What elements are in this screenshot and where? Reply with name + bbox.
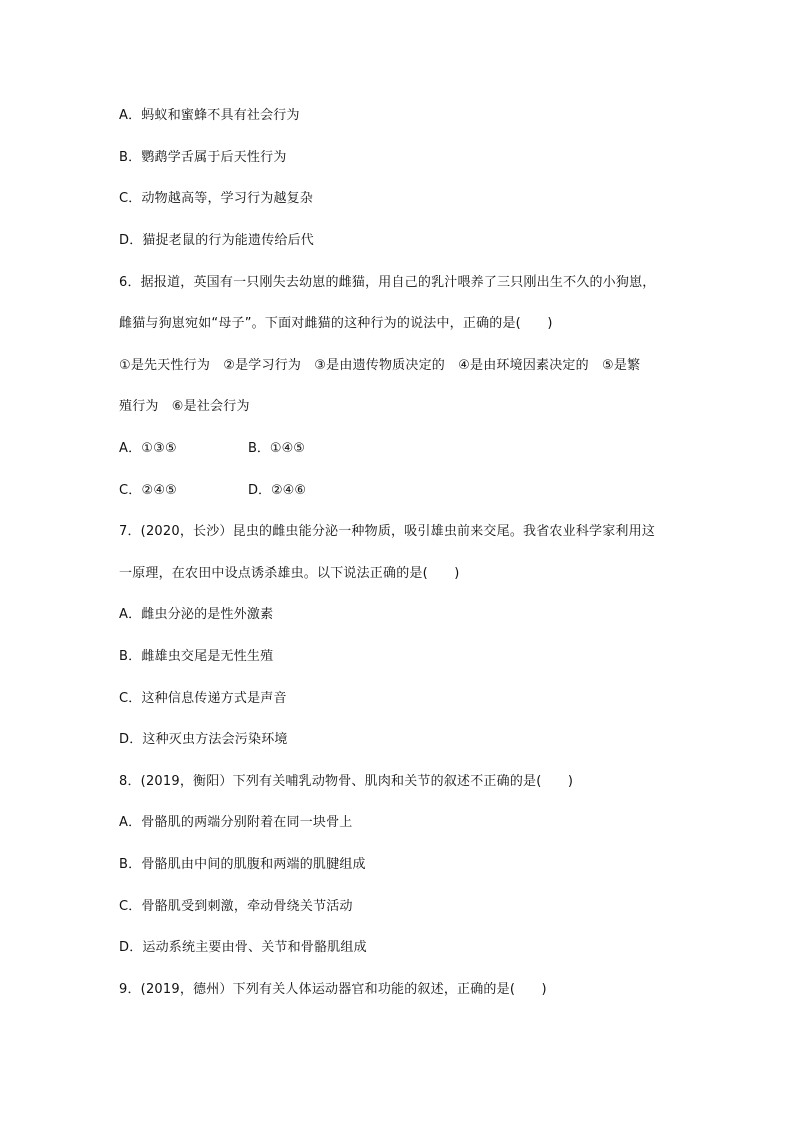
q9-stem: 9．(2019，德州）下列有关人体运动器官和功能的叙述，正确的是( ) <box>119 982 547 997</box>
q6-statements-line-1: ①是先天性行为 ②是学习行为 ③是由遗传物质决定的 ④是由环境因素决定的 ⑤是繁 <box>119 358 641 373</box>
q5-option-c: C．动物越高等，学习行为越复杂 <box>119 191 314 206</box>
q8-option-b: B．骨骼肌由中间的肌腹和两端的肌腱组成 <box>119 857 366 872</box>
q8-option-d: D．运动系统主要由骨、关节和骨骼肌组成 <box>119 940 367 955</box>
q6-option-a: A．①③⑤ <box>119 441 177 456</box>
q5-option-a: A．蚂蚁和蜜蜂不具有社会行为 <box>119 108 300 123</box>
q6-option-c: C．②④⑤ <box>119 483 178 498</box>
q5-option-b: B．鹦鹉学舌属于后天性行为 <box>119 150 287 165</box>
q7-option-a: A．雌虫分泌的是性外激素 <box>119 607 274 622</box>
q6-option-b: B．①④⑤ <box>248 441 305 456</box>
q7-option-d: D．这种灭虫方法会污染环境 <box>119 732 288 747</box>
q7-option-b: B．雌雄虫交尾是无性生殖 <box>119 649 274 664</box>
q6-option-d: D．②④⑥ <box>248 483 306 498</box>
q5-option-d: D．猫捉老鼠的行为能遗传给后代 <box>119 233 315 248</box>
q6-stem-line-1: 6．据报道，英国有一只刚失去幼崽的雌猫，用自己的乳汁喂养了三只刚出生不久的小狗崽， <box>119 275 656 290</box>
q7-option-c: C．这种信息传递方式是声音 <box>119 691 287 706</box>
q6-stem-line-2: 雌猫与狗崽宛如“母子”。下面对雌猫的这种行为的说法中，正确的是( ) <box>119 316 553 331</box>
q8-option-a: A．骨骼肌的两端分别附着在同一块骨上 <box>119 815 353 830</box>
q6-statements-line-2: 殖行为 ⑥是社会行为 <box>119 399 250 414</box>
q7-stem-line-2: 一原理，在农田中设点诱杀雄虫。以下说法正确的是( ) <box>119 566 460 581</box>
q8-stem: 8．(2019，衡阳）下列有关哺乳动物骨、肌肉和关节的叙述不正确的是( ) <box>119 774 574 789</box>
q7-stem-line-1: 7．(2020，长沙）昆虫的雌虫能分泌一种物质，吸引雄虫前来交尾。我省农业科学家利用这 <box>119 524 656 539</box>
q8-option-c: C．骨骼肌受到刺激，牵动骨绕关节活动 <box>119 899 353 914</box>
